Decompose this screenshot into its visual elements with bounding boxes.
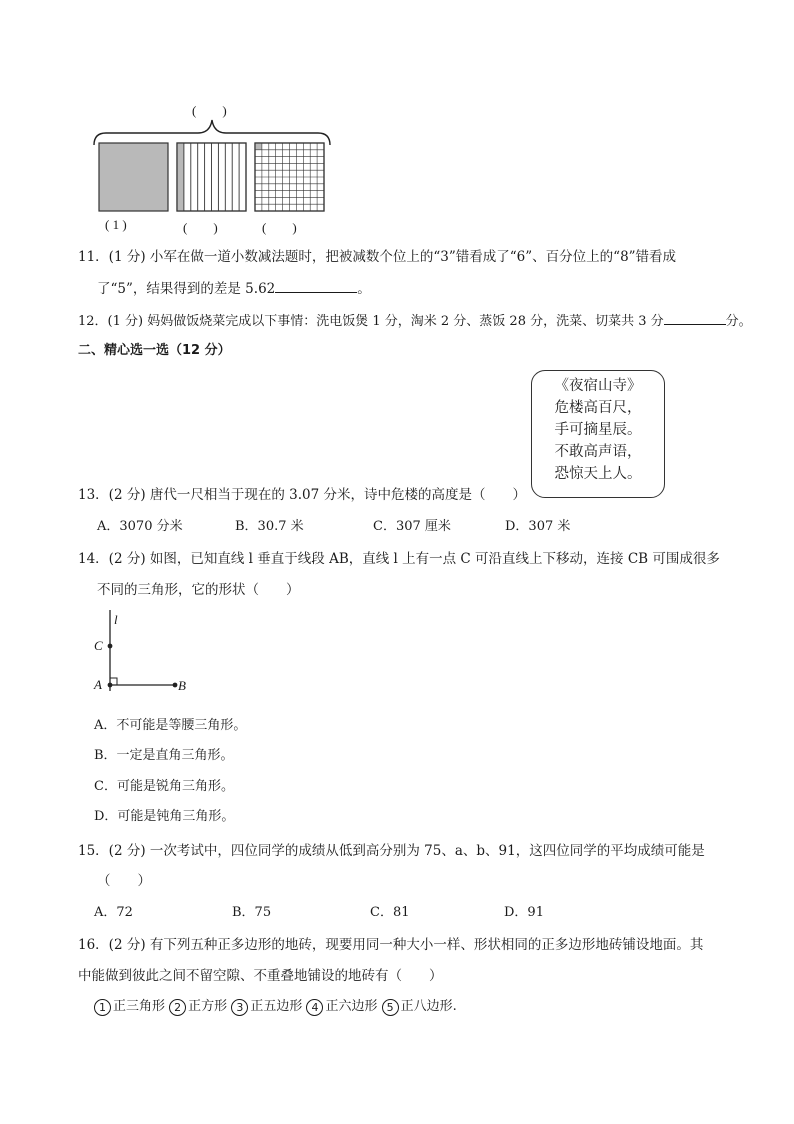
q14-option-b[interactable]: B．一定是直角三角形。 (94, 748, 234, 763)
brace-shape (94, 120, 330, 145)
q15-option-a[interactable]: A．72 (94, 905, 133, 920)
figure-label-2: ( ) (183, 220, 218, 235)
poem-line: 恐惊天上人。 (554, 466, 642, 482)
point-b (173, 683, 178, 688)
q15-stem-line1: 15．(2 分) 一次考试中，四位同学的成绩从低到高分别为 75、a、b、91，这四位同学的平均成绩可能是 (78, 843, 705, 859)
q13-option-d[interactable]: D．307 米 (505, 519, 571, 534)
point-a (108, 683, 113, 688)
label-b: B (178, 678, 186, 693)
q11-line2 (97, 279, 371, 298)
q12-line (78, 311, 752, 331)
q11-end: 。 (357, 281, 371, 297)
point-c (108, 644, 113, 649)
figure-top-paren: ( ) (192, 103, 227, 118)
poem-title: 《夜宿山寺》 (554, 378, 642, 394)
q11-answer-blank[interactable] (275, 279, 357, 293)
q16-stem-line1: 16．(2 分) 有下列五种正多边形的地砖，现要用同一种大小一样、形状相同的正多边形地砖铺设地面。其 (78, 937, 704, 953)
circled-number: 4 (306, 999, 323, 1016)
decimal-grid-figure (0, 0, 794, 230)
q14-option-d[interactable]: D．可能是钝角三角形。 (94, 809, 235, 824)
figure-label-3: ( ) (262, 220, 297, 235)
poem-line: 手可摘星辰。 (554, 422, 642, 438)
label-a: A (94, 677, 102, 692)
q11-line1: 11．(1 分) 小军在做一道小数减法题时，把被减数个位上的“3”错看成了“6”、百分位上的“8”错看成 (78, 249, 677, 265)
circled-number: 5 (382, 999, 399, 1016)
q13-stem: 13．(2 分) 唐代一尺相当于现在的 3.07 分米，诗中危楼的高度是（ ） (78, 487, 527, 503)
poem-line: 危楼高百尺， (554, 400, 642, 416)
circled-number: 1 (94, 999, 111, 1016)
circled-number: 3 (231, 999, 248, 1016)
q11-text: 了“5”，结果得到的差是 5.62 (97, 281, 276, 297)
q13-option-a[interactable]: A．3070 分米 (97, 519, 183, 534)
section-heading: 二、精心选一选（12 分） (78, 343, 231, 358)
q14-option-a[interactable]: A．不可能是等腰三角形。 (94, 718, 247, 733)
circled-number: 2 (169, 999, 186, 1016)
q16-stem-line2: 中能做到彼此之间不留空隙、不重叠地铺设的地砖有（ ） (78, 968, 443, 984)
figure-label-1: ( 1 ) (105, 217, 127, 232)
q16-choices (94, 998, 457, 1016)
choice-label: 正八边形. (400, 999, 457, 1014)
q15-option-d[interactable]: D．91 (504, 905, 544, 920)
poem-box (531, 370, 665, 498)
q13-option-b[interactable]: B．30.7 米 (235, 519, 304, 534)
choice-label: 正三角形 (113, 999, 166, 1014)
choice-label: 正五边形 (250, 999, 303, 1014)
whole-square (99, 143, 168, 211)
label-l: l (114, 612, 118, 627)
tenths-square (177, 143, 246, 211)
q14-stem-line2: 不同的三角形，它的形状（ ） (97, 582, 300, 598)
q12-end: 分。 (725, 314, 752, 329)
choice-label: 正六边形 (325, 999, 378, 1014)
q12-text: 12．(1 分) 妈妈做饭烧菜完成以下事情：洗电饭煲 1 分，淘米 2 分、蒸饭 28 分，洗菜、切菜共 3 分 (78, 314, 664, 329)
q15-option-c[interactable]: C．81 (370, 905, 410, 920)
q13-option-c[interactable]: C．307 厘米 (373, 519, 451, 534)
poem-line: 不敢高声语， (554, 444, 642, 460)
q15-option-b[interactable]: B．75 (232, 905, 272, 920)
q12-answer-blank[interactable] (664, 311, 726, 325)
q14-stem-line1: 14．(2 分) 如图，已知直线 l 垂直于线段 AB，直线 l 上有一点 C 可沿直线上下移动，连接 CB 可围成很多 (78, 551, 720, 567)
choice-label: 正方形 (188, 999, 228, 1014)
label-c: C (94, 638, 103, 653)
hundredths-square (255, 143, 324, 211)
q15-stem-line2: （ ） (97, 873, 151, 889)
q14-option-c[interactable]: C．可能是锐角三角形。 (94, 779, 234, 794)
